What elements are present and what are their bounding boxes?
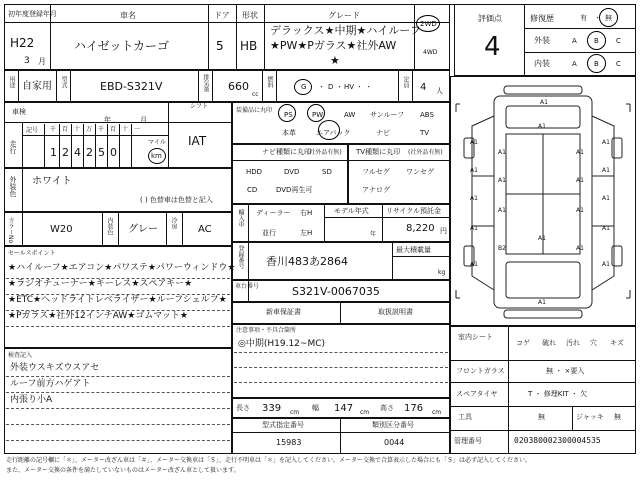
reg-era: H22 bbox=[10, 36, 35, 50]
col-div bbox=[56, 70, 57, 102]
col-div bbox=[414, 4, 415, 70]
load-label: 最大積載量 bbox=[396, 246, 431, 254]
damage-mark: A1 bbox=[538, 123, 546, 130]
inspect-year: 年 bbox=[104, 116, 111, 124]
digit-header: 一 bbox=[134, 126, 141, 133]
footer-note-1: 走行距離の記号欄に「＊」、メーター改ざん車は「＃」、メーター交換車は「＄」、走行不明車は「＊」を記入してください。メーター交換で合算表示した場合にも「＄」は必ず記入してください。 bbox=[6, 457, 532, 464]
int-grade-c: C bbox=[616, 60, 621, 68]
recycle-label: リサイクル預託金 bbox=[386, 207, 442, 215]
fuel-opt-d: D bbox=[328, 83, 334, 91]
sales-line: ★Pガラス★社外12インチAW★ゴムマット★ bbox=[8, 311, 188, 321]
damage-mark: A1 bbox=[498, 177, 506, 184]
length-label: 長さ bbox=[236, 404, 250, 412]
digit-col-div bbox=[131, 124, 132, 168]
col-div bbox=[340, 302, 341, 324]
digit-col-div bbox=[95, 124, 96, 168]
cat-no: 0044 bbox=[384, 438, 405, 447]
int-color: グレー bbox=[128, 224, 158, 235]
row-div bbox=[232, 432, 450, 433]
digit-header: 百 bbox=[62, 126, 69, 133]
navi-sd: SD bbox=[322, 168, 332, 176]
entry-label: 検査記入 bbox=[8, 352, 33, 359]
mileage-digit: 5 bbox=[98, 146, 105, 159]
note-line: ルーフ前方ハゲアト bbox=[10, 379, 91, 389]
inspect-month: 月 bbox=[140, 116, 147, 124]
guide-line bbox=[6, 408, 230, 409]
km-circle bbox=[148, 148, 166, 164]
colorno-label: カラーNo bbox=[7, 217, 14, 244]
model-year-unit: 年 bbox=[370, 231, 377, 238]
jack-value: 無 bbox=[614, 413, 621, 421]
fuel-opt-g: G bbox=[301, 83, 307, 91]
col-div bbox=[198, 70, 199, 102]
int-color-label: 内装色 bbox=[106, 217, 113, 235]
equip-abs: ABS bbox=[420, 111, 434, 119]
car-name: ハイゼットカーゴ bbox=[74, 39, 170, 53]
import-right: 右H bbox=[300, 209, 313, 217]
score-label: 評価点 bbox=[478, 14, 502, 23]
sales-line: ★ETC★ヘッドライトレベライザー★ルーフシェルフ★ bbox=[8, 295, 227, 305]
mile-label: マイル bbox=[148, 139, 166, 146]
damage-mark: A1 bbox=[538, 299, 546, 306]
sheet-item: 穴 bbox=[590, 339, 597, 347]
col-div bbox=[572, 406, 573, 430]
guide-line bbox=[6, 440, 230, 441]
shift-label: シフト bbox=[190, 103, 209, 110]
damage-mark: A1 bbox=[470, 261, 478, 268]
damage-mark: A1 bbox=[470, 195, 478, 202]
equip-navi: ナビ bbox=[376, 129, 390, 137]
chassis-number: S321V-0067035 bbox=[292, 285, 380, 298]
damage-mark: A1 bbox=[602, 139, 610, 146]
import-dealer: ディーラー bbox=[256, 209, 291, 217]
repair-sep: ・ bbox=[594, 14, 601, 22]
col-div bbox=[208, 4, 209, 70]
int-circle bbox=[587, 54, 606, 73]
equip-airbag-circle bbox=[318, 120, 340, 140]
digit-header: 千 bbox=[50, 126, 57, 133]
fuel-opt-hv: HV bbox=[344, 83, 355, 91]
width-value: 147 bbox=[334, 403, 354, 414]
fuel-sep: ・ ・ bbox=[356, 83, 373, 91]
equip-aw: AW bbox=[344, 111, 356, 119]
col-div bbox=[248, 242, 249, 280]
damage-mark: A1 bbox=[602, 261, 610, 268]
navi-sub: (社外品有無) bbox=[307, 149, 342, 156]
score-value: 4 bbox=[484, 32, 501, 62]
damage-mark: A1 bbox=[602, 225, 610, 232]
ext-circle bbox=[587, 31, 606, 50]
ext-color: ホワイト bbox=[32, 176, 72, 187]
new-car-warranty: 新車保証書 bbox=[266, 308, 301, 316]
equip-airbag: エアバック bbox=[316, 129, 351, 137]
tv-oneseg: ワンセグ bbox=[406, 168, 434, 176]
row-div bbox=[392, 256, 450, 257]
grade-label: グレード bbox=[328, 11, 360, 20]
fuel-label: 燃料 bbox=[266, 76, 273, 88]
col-div bbox=[248, 204, 249, 242]
guide-line bbox=[6, 424, 230, 425]
row-div bbox=[450, 360, 636, 361]
damage-mark: A1 bbox=[538, 235, 546, 242]
doors-label: ドア bbox=[214, 11, 230, 20]
grade-line2: ★PW★Pガラス★社外AW bbox=[270, 39, 397, 52]
col-div bbox=[262, 70, 263, 102]
yen-unit: 円 bbox=[440, 227, 447, 235]
cm-unit: cm bbox=[360, 409, 370, 416]
fuel-circle bbox=[294, 79, 312, 95]
cat-label: 類別区分番号 bbox=[372, 421, 414, 429]
import-parallel: 並行 bbox=[262, 229, 276, 237]
reg-year-label: 初年度登録年月 bbox=[8, 10, 57, 18]
header-divider bbox=[4, 22, 450, 23]
cm-unit: cm bbox=[290, 409, 300, 416]
footer-note-2: また、メーター交換の条件を満たしていないものはメーター改ざん車として扱います。 bbox=[6, 467, 240, 474]
repair-yes: 有 bbox=[580, 14, 587, 22]
color-note: ( ) 色替車は色替と記入 bbox=[140, 196, 213, 204]
doors-value: 5 bbox=[216, 39, 224, 53]
digit-col-div bbox=[119, 124, 120, 168]
damage-mark: A1 bbox=[470, 139, 478, 146]
import-label: 輸入車 bbox=[237, 209, 244, 227]
grade-line3: ★ bbox=[330, 54, 340, 67]
mgmt-no: 020380002300004535 bbox=[514, 436, 601, 445]
height-label: 高さ bbox=[380, 404, 394, 412]
int-grade-b: B bbox=[594, 60, 599, 68]
spare-label: スペアタイヤ bbox=[456, 390, 498, 398]
length-value: 339 bbox=[262, 403, 282, 414]
inspect-label: 車検 bbox=[12, 108, 26, 116]
col-div bbox=[264, 4, 265, 70]
navi-label: ナビ種類に丸印 bbox=[262, 148, 311, 156]
navi-cd: CD bbox=[247, 186, 258, 194]
navi-dvd: DVD bbox=[284, 168, 300, 176]
drive-circle bbox=[416, 15, 440, 32]
recycle-value: 8,220 bbox=[406, 223, 435, 234]
jack-label: ジャッキ bbox=[576, 413, 604, 421]
col-div bbox=[168, 102, 169, 168]
sheet-item: コゲ bbox=[516, 339, 530, 347]
fuel-sep: ・ bbox=[318, 83, 325, 91]
col-div bbox=[276, 70, 277, 102]
mileage-digit: 0 bbox=[110, 146, 117, 159]
sheet-item: 破れ bbox=[542, 339, 556, 347]
col-div bbox=[22, 122, 23, 168]
int-grade-a: A bbox=[572, 60, 577, 68]
col-div bbox=[392, 242, 393, 280]
drive-2wd: 2WD bbox=[420, 20, 437, 28]
color-block bbox=[4, 168, 232, 212]
disp-value: 660 bbox=[228, 80, 249, 93]
ext-grade-a: A bbox=[572, 37, 577, 45]
equip-ps: PS bbox=[284, 111, 293, 119]
col-div bbox=[398, 70, 399, 102]
row-div bbox=[450, 406, 636, 407]
digit-header: 十 bbox=[74, 126, 81, 133]
tv-fullseg: フルセグ bbox=[362, 168, 390, 176]
note-line: 内張り小A bbox=[10, 395, 53, 405]
spare-value: T ・ 修理KIT ・ 欠 bbox=[528, 390, 588, 398]
model-value: EBD-S321V bbox=[100, 80, 163, 93]
col-div bbox=[182, 212, 183, 246]
kg-unit: kg bbox=[438, 269, 446, 276]
damage-mark: A1 bbox=[576, 245, 584, 252]
ext-grade-b: B bbox=[594, 37, 599, 45]
damage-mark: A1 bbox=[470, 225, 478, 232]
equip-pw-circle bbox=[307, 104, 325, 122]
person-unit: 人 bbox=[436, 87, 443, 95]
col-div bbox=[118, 212, 119, 246]
col-div bbox=[70, 70, 71, 102]
capacity-label: 定員 bbox=[402, 76, 409, 88]
damage-mark: A1 bbox=[576, 177, 584, 184]
row-div bbox=[324, 217, 450, 218]
digit-col-div bbox=[59, 124, 60, 168]
inspector-label: 注意事項・不具合箇所 bbox=[236, 327, 297, 334]
reg-month: 3 bbox=[24, 56, 30, 66]
chassis-label: 車台番号 bbox=[235, 283, 260, 290]
damage-mark: A1 bbox=[576, 207, 584, 214]
digit-header: 百 bbox=[110, 126, 117, 133]
col-div bbox=[166, 212, 167, 246]
car-name-label: 車名 bbox=[120, 11, 136, 20]
row-div bbox=[4, 122, 232, 123]
ext-grade-c: C bbox=[616, 37, 621, 45]
sheet-label: 室内シート bbox=[458, 333, 493, 341]
cc-unit: cc bbox=[252, 91, 259, 98]
navi-dvd-play: DVD再生可 bbox=[276, 186, 313, 194]
mileage-digit: 1 bbox=[50, 146, 57, 159]
guide-line bbox=[6, 326, 230, 327]
sales-line: ★ハイルーフ★エアコン★パワステ★パワーウィンドウ★ bbox=[8, 263, 236, 273]
sales-label: セールスポイント bbox=[8, 250, 56, 257]
guide-line bbox=[6, 392, 230, 393]
shape-label: 形状 bbox=[242, 11, 258, 20]
col-div bbox=[508, 326, 509, 454]
equip-leather: 本革 bbox=[282, 129, 296, 137]
mileage-digit: 4 bbox=[74, 146, 81, 159]
shape-value: HB bbox=[240, 39, 258, 53]
col-div bbox=[236, 4, 237, 70]
digit-col-div bbox=[71, 124, 72, 168]
fuel-sep: ・ bbox=[336, 83, 343, 91]
sheet-item: キズ bbox=[610, 339, 624, 347]
cm-unit: cm bbox=[432, 409, 442, 416]
height-value: 176 bbox=[404, 403, 424, 414]
col-div bbox=[412, 70, 413, 102]
damage-mark: B2 bbox=[498, 245, 506, 252]
guarantee-block bbox=[232, 302, 450, 324]
damage-mark: A1 bbox=[498, 207, 506, 214]
repair-label: 修復歴 bbox=[530, 14, 554, 23]
sheet-item: 汚れ bbox=[566, 339, 580, 347]
front-glass-label: フロントガラス bbox=[456, 367, 505, 375]
drive-4wd: 4WD bbox=[423, 49, 438, 56]
type-label: 型式指定番号 bbox=[262, 421, 304, 429]
note-line: 外装ウスキズウスアセ bbox=[10, 363, 100, 373]
equip-ps-circle bbox=[278, 104, 296, 122]
import-left: 左H bbox=[300, 229, 313, 237]
digit-col-div bbox=[107, 124, 108, 168]
rec-label: 記号 bbox=[26, 127, 39, 134]
capacity-value: 4 bbox=[420, 82, 427, 93]
use-value: 自家用 bbox=[22, 81, 52, 92]
model-year-label: モデル年式 bbox=[334, 207, 369, 215]
tv-analog: アナログ bbox=[362, 186, 390, 194]
col-div bbox=[340, 418, 341, 454]
equip-label: 装備品に丸印 bbox=[236, 107, 273, 114]
ext-color-label: 外装色 bbox=[9, 176, 17, 197]
inspector-text: ◎中期(H19.12~MC) bbox=[238, 339, 325, 349]
repair-circle bbox=[599, 8, 618, 27]
guide-line bbox=[234, 367, 448, 368]
model-label: 型式 bbox=[60, 76, 67, 88]
row-div bbox=[524, 52, 636, 53]
front-glass-value: 無 ・ ×要入 bbox=[546, 367, 585, 375]
row-div bbox=[524, 28, 636, 29]
interior-label: 内装 bbox=[534, 59, 550, 68]
damage-mark: A1 bbox=[470, 167, 478, 174]
col-div bbox=[18, 70, 19, 102]
col-div bbox=[524, 4, 525, 76]
guide-line bbox=[234, 352, 448, 353]
disp-label: 排気量 bbox=[202, 74, 209, 92]
col-div bbox=[382, 204, 383, 242]
mileage-digit: 2 bbox=[86, 146, 93, 159]
reg-plate: 香川483あ2864 bbox=[266, 255, 348, 268]
digit-header: 千 bbox=[98, 126, 105, 133]
damage-mark: A1 bbox=[576, 149, 584, 156]
color-no: W20 bbox=[50, 224, 73, 235]
col-div bbox=[22, 212, 23, 246]
damage-mark: A1 bbox=[602, 195, 610, 202]
equip-tv: TV bbox=[420, 129, 430, 137]
run-label: 走行 bbox=[9, 140, 17, 154]
col-div bbox=[44, 124, 45, 168]
damage-mark: A1 bbox=[602, 167, 610, 174]
grade-line1: デラックス★中期★ハイルーフ bbox=[270, 24, 421, 37]
row-div bbox=[450, 430, 636, 431]
col-div bbox=[212, 70, 213, 102]
width-label: 幅 bbox=[312, 404, 319, 412]
tools-value: 無 bbox=[538, 413, 545, 421]
damage-mark: A1 bbox=[540, 99, 548, 106]
sales-line: ★ラジオチューナー★キーレス★スペアキー★ bbox=[8, 279, 193, 289]
digit-header: 十 bbox=[122, 126, 129, 133]
guide-line bbox=[234, 382, 448, 383]
row-div bbox=[232, 160, 450, 161]
navi-hdd: HDD bbox=[246, 168, 263, 176]
tv-sub: (社外品有無) bbox=[408, 149, 443, 156]
month-unit: 月 bbox=[38, 57, 46, 66]
tv-label: TV種類に丸印 bbox=[356, 148, 401, 156]
reg-no-label: 登録番号 bbox=[237, 245, 244, 269]
owner-manual: 取扱説明書 bbox=[378, 308, 413, 316]
shift-value: IAT bbox=[188, 134, 207, 148]
mileage-digit: 2 bbox=[62, 146, 69, 159]
col-div bbox=[324, 204, 325, 242]
use-label: 用途 bbox=[8, 76, 15, 88]
ac-value: AC bbox=[198, 224, 212, 235]
inspector-notes bbox=[232, 324, 450, 398]
row-div bbox=[450, 382, 636, 383]
digit-col-div bbox=[83, 124, 84, 168]
digit-header: 万 bbox=[86, 126, 93, 133]
col-div bbox=[22, 168, 23, 212]
km-label: km bbox=[151, 152, 162, 160]
damage-mark: A1 bbox=[498, 149, 506, 156]
equip-pw: PW bbox=[312, 111, 324, 119]
mgmt-label: 管理番号 bbox=[454, 437, 482, 445]
guide-line bbox=[6, 376, 230, 377]
equip-sunroof: サンルーフ bbox=[370, 111, 405, 119]
repair-no: 無 bbox=[605, 14, 612, 22]
col-div bbox=[102, 212, 103, 246]
tools-label: 工具 bbox=[458, 413, 472, 421]
exterior-label: 外装 bbox=[534, 36, 550, 45]
type-no: 15983 bbox=[276, 438, 302, 447]
ac-label: 冷房 bbox=[170, 217, 177, 229]
